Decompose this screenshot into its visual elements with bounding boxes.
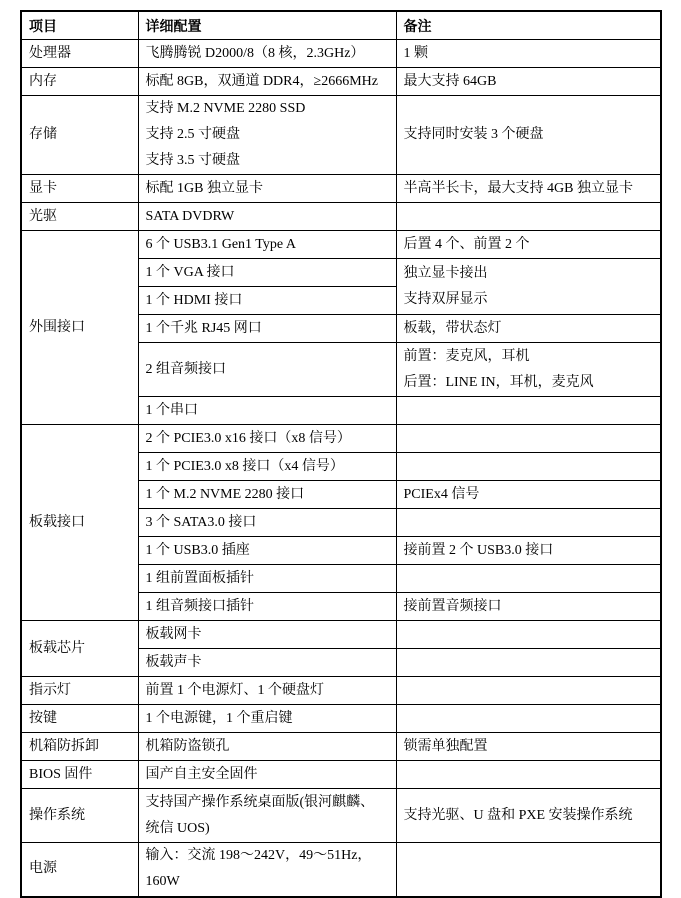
cell-note bbox=[396, 761, 661, 789]
cell-config bbox=[138, 68, 396, 96]
cell-config bbox=[138, 231, 396, 259]
cell-config bbox=[138, 843, 396, 897]
cell-note bbox=[396, 509, 661, 537]
cell-line: 1 个 M.2 NVME 2280 接口 bbox=[145, 486, 305, 502]
cell-line: 1 个电源键，1 个重启键 bbox=[145, 710, 293, 726]
cell-line: 板载芯片 bbox=[29, 640, 85, 656]
cell-item bbox=[21, 677, 138, 705]
cell-item bbox=[21, 843, 138, 897]
cell-line: 电源 bbox=[29, 861, 57, 877]
cell-config bbox=[138, 705, 396, 733]
cell-line: BIOS 固件 bbox=[29, 766, 93, 782]
cell-item bbox=[21, 175, 138, 203]
table-row bbox=[21, 621, 661, 649]
cell-line: 前置 1 个电源灯、1 个硬盘灯 bbox=[145, 682, 324, 698]
cell-line: 1 个串口 bbox=[145, 402, 198, 418]
table-row bbox=[21, 761, 661, 789]
cell-config bbox=[138, 259, 396, 287]
cell-note bbox=[396, 68, 661, 96]
cell-note bbox=[396, 789, 661, 843]
cell-note bbox=[396, 96, 661, 175]
cell-config bbox=[138, 481, 396, 509]
column-header-note: 备注 bbox=[396, 11, 661, 40]
cell-note bbox=[396, 397, 661, 425]
cell-line: 外围接口 bbox=[29, 319, 85, 335]
cell-line: 板载接口 bbox=[29, 514, 85, 530]
table-row bbox=[21, 789, 661, 843]
cell-note bbox=[396, 537, 661, 565]
cell-line: 板载声卡 bbox=[145, 654, 202, 670]
cell-line: 支持国产操作系统桌面版(银河麒麟、 bbox=[145, 794, 375, 810]
table-row bbox=[21, 203, 661, 231]
cell-config bbox=[138, 425, 396, 453]
cell-config bbox=[138, 203, 396, 231]
table-row bbox=[21, 705, 661, 733]
cell-line: 存储 bbox=[29, 127, 57, 142]
cell-note bbox=[396, 677, 661, 705]
column-header-item: 项目 bbox=[21, 11, 138, 40]
cell-line: 支持同时安装 3 个硬盘 bbox=[403, 127, 544, 142]
cell-note bbox=[396, 315, 661, 343]
cell-config bbox=[138, 761, 396, 789]
cell-note bbox=[396, 705, 661, 733]
cell-note bbox=[396, 649, 661, 677]
table-row bbox=[21, 733, 661, 761]
cell-note bbox=[396, 231, 661, 259]
header-row bbox=[21, 11, 661, 40]
table-row bbox=[21, 40, 661, 68]
cell-line: 3 个 SATA3.0 接口 bbox=[145, 514, 257, 530]
cell-note bbox=[396, 259, 661, 315]
cell-line: 后置 4 个、前置 2 个 bbox=[403, 236, 530, 252]
cell-line: 指示灯 bbox=[29, 682, 71, 698]
cell-line: 输入：交流 198～242V，49～51Hz， bbox=[145, 848, 372, 864]
cell-line: 按键 bbox=[29, 710, 57, 726]
cell-config bbox=[138, 343, 396, 397]
cell-line: 独立显卡接出 bbox=[403, 265, 488, 281]
cell-line: 接前置 2 个 USB3.0 接口 bbox=[403, 542, 554, 558]
cell-config bbox=[138, 96, 396, 175]
cell-note bbox=[396, 621, 661, 649]
cell-line: 6 个 USB3.1 Gen1 Type A bbox=[145, 236, 296, 252]
cell-note bbox=[396, 343, 661, 397]
cell-line: SATA DVDRW bbox=[145, 208, 235, 224]
cell-config bbox=[138, 593, 396, 621]
cell-line: 机箱防拆卸 bbox=[29, 738, 99, 754]
cell-note bbox=[396, 843, 661, 897]
cell-item bbox=[21, 425, 138, 621]
cell-line: 1 个千兆 RJ45 网口 bbox=[145, 320, 262, 336]
cell-item bbox=[21, 733, 138, 761]
cell-config bbox=[138, 509, 396, 537]
cell-line: 板载网卡 bbox=[145, 626, 202, 642]
cell-line: 统信 UOS) bbox=[145, 820, 210, 836]
cell-line: 160W bbox=[145, 874, 180, 890]
table-row bbox=[21, 425, 661, 453]
cell-line: 内存 bbox=[29, 73, 57, 89]
cell-line: 国产自主安全固件 bbox=[145, 766, 258, 782]
cell-config bbox=[138, 565, 396, 593]
cell-note bbox=[396, 453, 661, 481]
cell-line: 最大支持 64GB bbox=[403, 73, 497, 89]
cell-config bbox=[138, 733, 396, 761]
cell-line: 半高半长卡，最大支持 4GB 独立显卡 bbox=[403, 180, 633, 196]
cell-item bbox=[21, 231, 138, 425]
spec-table bbox=[20, 10, 662, 898]
cell-line: 1 组前置面板插针 bbox=[145, 570, 254, 586]
cell-line: 接前置音频接口 bbox=[403, 598, 502, 614]
cell-line: 板载，带状态灯 bbox=[403, 320, 502, 336]
cell-config bbox=[138, 453, 396, 481]
cell-item bbox=[21, 68, 138, 96]
table-row bbox=[21, 175, 661, 203]
cell-line: 机箱防盗锁孔 bbox=[145, 738, 230, 754]
cell-item bbox=[21, 621, 138, 677]
cell-config bbox=[138, 175, 396, 203]
table-row bbox=[21, 231, 661, 259]
cell-line: 1 个 PCIE3.0 x8 接口（x4 信号） bbox=[145, 458, 344, 474]
cell-line: PCIEx4 信号 bbox=[403, 486, 480, 502]
cell-line: 标配 8GB，双通道 DDR4，≥2666MHz bbox=[145, 73, 378, 89]
cell-line: 2 个 PCIE3.0 x16 接口（x8 信号） bbox=[145, 430, 351, 446]
cell-line: 1 个 VGA 接口 bbox=[145, 264, 235, 280]
cell-line: 1 颗 bbox=[403, 45, 428, 61]
cell-item bbox=[21, 203, 138, 231]
cell-line: 标配 1GB 独立显卡 bbox=[145, 180, 263, 196]
cell-config bbox=[138, 649, 396, 677]
cell-line: 光驱 bbox=[29, 208, 57, 224]
cell-line: 处理器 bbox=[29, 45, 71, 61]
cell-line: 支持 2.5 寸硬盘 bbox=[145, 127, 240, 142]
cell-config bbox=[138, 40, 396, 68]
cell-line: 锁需单独配置 bbox=[403, 738, 488, 754]
cell-config bbox=[138, 621, 396, 649]
cell-item bbox=[21, 761, 138, 789]
cell-config bbox=[138, 789, 396, 843]
cell-config bbox=[138, 537, 396, 565]
table-row bbox=[21, 96, 661, 175]
cell-line: 支持 3.5 寸硬盘 bbox=[145, 153, 240, 168]
cell-item bbox=[21, 705, 138, 733]
cell-item bbox=[21, 96, 138, 175]
cell-line: 支持光驱、U 盘和 PXE 安装操作系统 bbox=[403, 807, 633, 823]
cell-config bbox=[138, 315, 396, 343]
cell-note bbox=[396, 733, 661, 761]
cell-note bbox=[396, 593, 661, 621]
cell-line: 操作系统 bbox=[29, 807, 85, 823]
spec-document-page bbox=[0, 10, 681, 890]
cell-line: 2 组音频接口 bbox=[145, 361, 226, 377]
table-row bbox=[21, 843, 661, 897]
cell-config bbox=[138, 677, 396, 705]
cell-config bbox=[138, 397, 396, 425]
table-row bbox=[21, 677, 661, 705]
cell-line: 支持双屏显示 bbox=[403, 291, 488, 307]
cell-line: 飞腾腾锐 D2000/8（8 核，2.3GHz） bbox=[145, 45, 365, 61]
cell-note bbox=[396, 565, 661, 593]
cell-note bbox=[396, 425, 661, 453]
cell-line: 1 个 USB3.0 插座 bbox=[145, 542, 250, 558]
cell-note bbox=[396, 175, 661, 203]
cell-line: 1 个 HDMI 接口 bbox=[145, 292, 243, 308]
cell-line: 1 组音频接口插针 bbox=[145, 598, 254, 614]
cell-line: 前置：麦克风，耳机 bbox=[403, 348, 530, 364]
cell-line: 支持 M.2 NVME 2280 SSD bbox=[145, 101, 306, 116]
spec-table-body bbox=[21, 40, 661, 897]
cell-line: 显卡 bbox=[29, 180, 57, 196]
cell-item bbox=[21, 789, 138, 843]
table-row bbox=[21, 68, 661, 96]
column-header-config: 详细配置 bbox=[138, 11, 396, 40]
cell-config bbox=[138, 287, 396, 315]
cell-item bbox=[21, 40, 138, 68]
cell-note bbox=[396, 203, 661, 231]
cell-note bbox=[396, 40, 661, 68]
cell-line: 后置：LINE IN，耳机，麦克风 bbox=[403, 374, 594, 390]
cell-note bbox=[396, 481, 661, 509]
